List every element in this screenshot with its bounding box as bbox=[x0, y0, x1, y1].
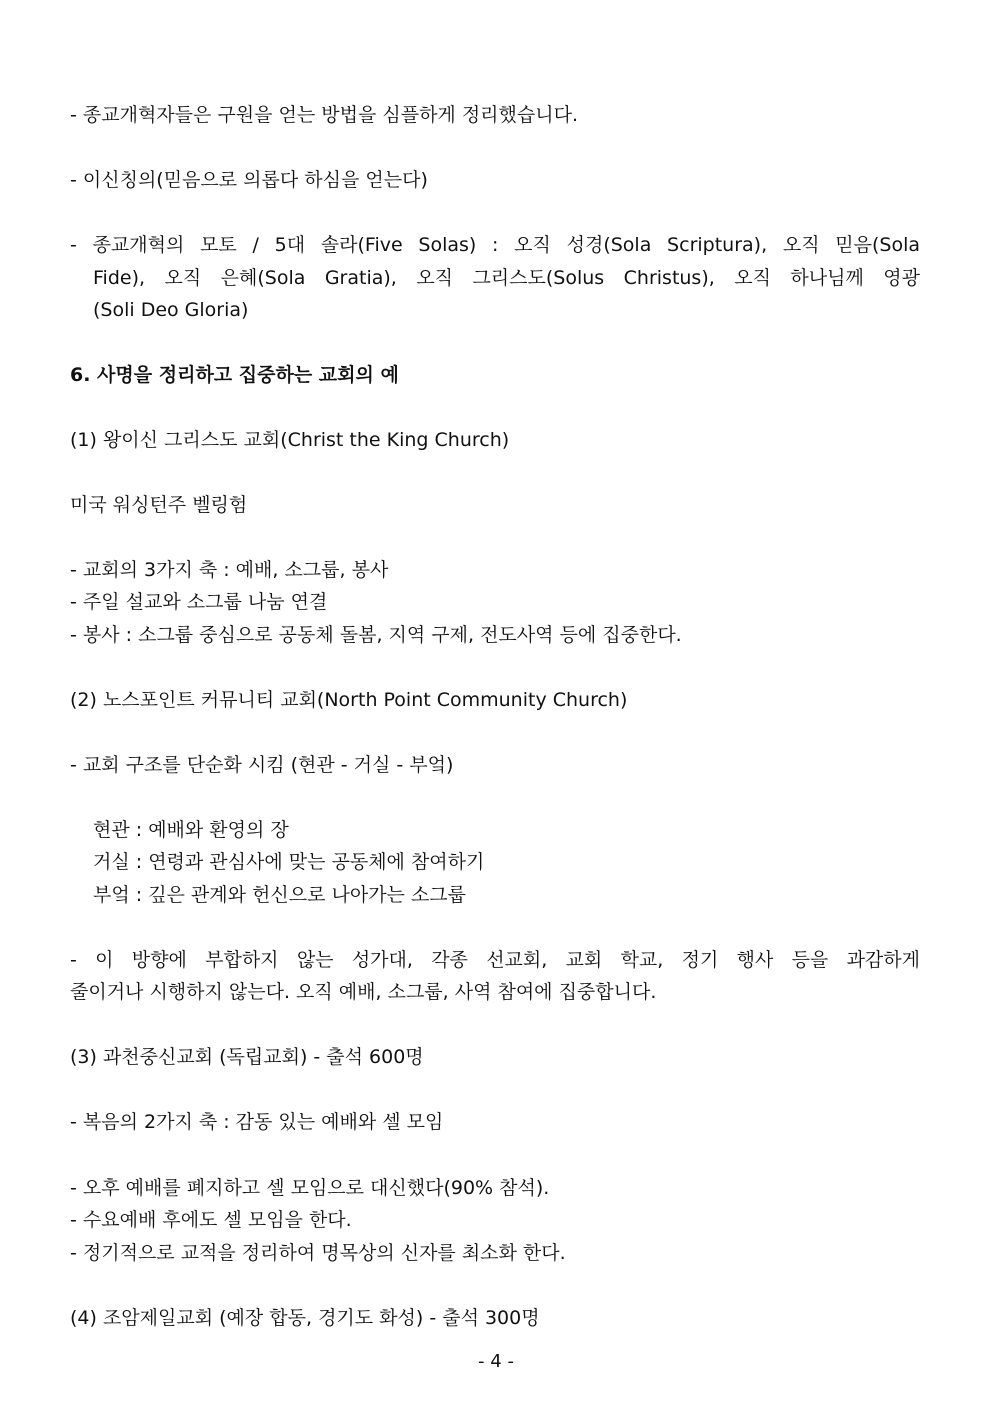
text-line: 거실 : 연령과 관심사에 맞는 공동체에 참여하기 bbox=[93, 851, 485, 873]
text-line: - 오후 예배를 폐지하고 셀 모임으로 대신했다(90% 참석). bbox=[70, 1177, 550, 1199]
text-line: (Soli Deo Gloria) bbox=[93, 299, 249, 321]
text-line: 미국 워싱턴주 벨링험 bbox=[70, 494, 248, 516]
text-line: - 정기적으로 교적을 정리하여 명목상의 신자를 최소화 한다. bbox=[70, 1242, 566, 1264]
text-line: 줄이거나 시행하지 않는다. 오직 예배, 소그룹, 사역 참여에 집중합니다. bbox=[70, 981, 657, 1003]
text-line: - 이 방향에 부합하지 않는 성가대, 각종 선교회, 교회 학교, 정기 행사 등을 과감하게 bbox=[70, 949, 920, 971]
text-line: - 복음의 2가지 축 : 감동 있는 예배와 셀 모임 bbox=[70, 1111, 444, 1133]
text-line: - 주일 설교와 소그룹 나눔 연결 bbox=[70, 591, 328, 613]
text-line: - 교회의 3가지 축 : 예배, 소그룹, 봉사 bbox=[70, 559, 389, 581]
text-line: - 교회 구조를 단순화 시킴 (현관 - 거실 - 부엌) bbox=[70, 754, 454, 776]
text-line: - 이신칭의(믿음으로 의롭다 하심을 얻는다) bbox=[70, 169, 428, 191]
text-line: - 종교개혁의 모토 / 5대 솔라(Five Solas) : 오직 성경(Sola Scriptura), 오직 믿음(Sola bbox=[70, 234, 920, 256]
subsection-heading: (4) 조암제일교회 (예장 합동, 경기도 화성) - 출석 300명 bbox=[70, 1307, 540, 1329]
section-heading: 6. 사명을 정리하고 집중하는 교회의 예 bbox=[70, 364, 399, 386]
text-line: - 종교개혁자들은 구원을 얻는 방법을 심플하게 정리했습니다. bbox=[70, 104, 578, 126]
subsection-heading: (1) 왕이신 그리스도 교회(Christ the King Church) bbox=[70, 429, 510, 451]
text-line: - 봉사 : 소그룹 중심으로 공동체 돌봄, 지역 구제, 전도사역 등에 집중한다. bbox=[70, 624, 682, 646]
subsection-heading: (2) 노스포인트 커뮤니티 교회(North Point Community Church) bbox=[70, 689, 628, 711]
page-number: - 4 - bbox=[478, 1351, 514, 1372]
text-line: - 수요예배 후에도 셀 모임을 한다. bbox=[70, 1209, 352, 1231]
text-line: 현관 : 예배와 환영의 장 bbox=[93, 819, 289, 841]
text-line: 부엌 : 깊은 관계와 헌신으로 나아가는 소그룹 bbox=[93, 884, 467, 906]
subsection-heading: (3) 과천중신교회 (독립교회) - 출석 600명 bbox=[70, 1046, 424, 1068]
text-line: Fide), 오직 은혜(Sola Gratia), 오직 그리스도(Solus Christus), 오직 하나님께 영광 bbox=[93, 267, 920, 289]
